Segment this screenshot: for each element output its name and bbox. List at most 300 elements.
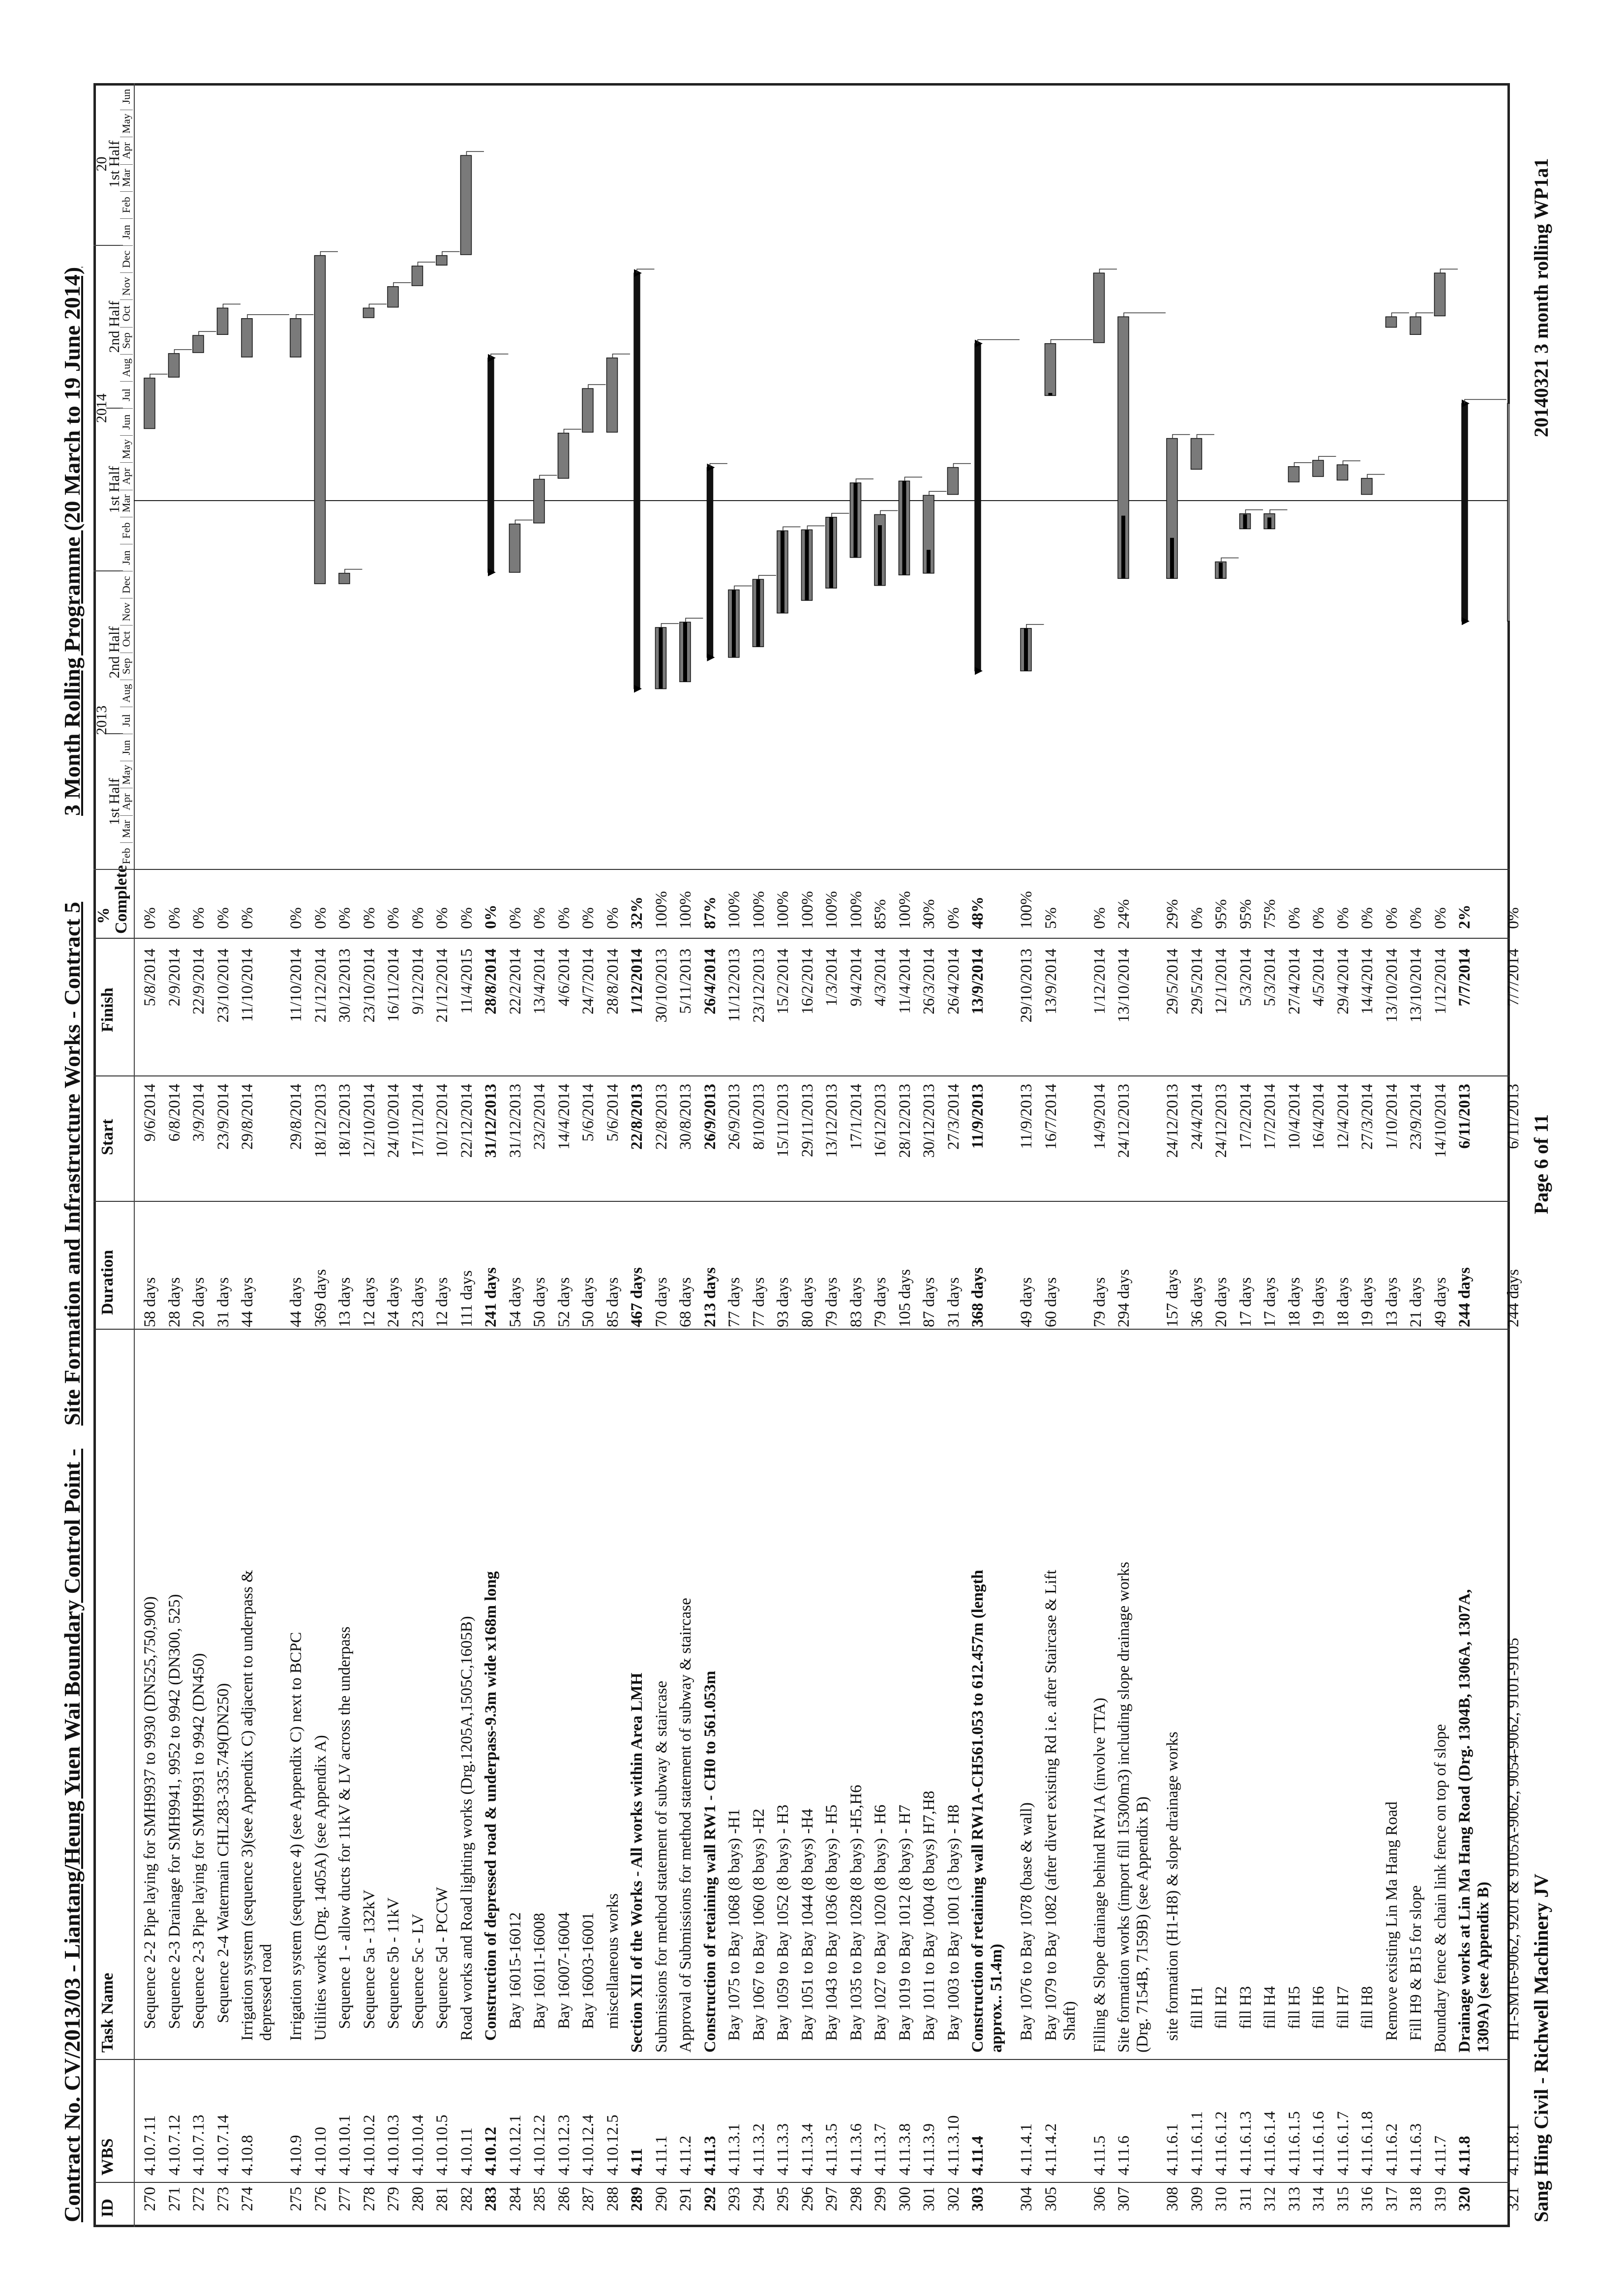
task-bar — [315, 256, 326, 584]
task-start: 16/4/2014 — [1310, 1084, 1327, 1150]
task-duration: 77 days — [725, 1277, 743, 1327]
task-wbs: 4.11.5 — [1090, 2135, 1109, 2176]
dependency-link — [296, 315, 314, 319]
task-wbs: 4.10.7.12 — [165, 2115, 183, 2176]
task-name-cont: depressed road — [257, 1943, 275, 2041]
dependency-link — [540, 476, 557, 479]
task-wbs: 4.11.3.2 — [750, 2123, 768, 2176]
dependency-link — [393, 283, 411, 287]
summary-bar — [707, 468, 713, 657]
task-pct-complete: 0% — [1383, 907, 1401, 929]
task-id: 287 — [579, 2187, 597, 2211]
task-finish: 11/10/2014 — [239, 949, 256, 1022]
task-start: 27/3/2014 — [944, 1084, 962, 1150]
task-id: 317 — [1383, 2187, 1401, 2211]
dependency-link — [1465, 399, 1506, 403]
task-finish: 11/10/2014 — [287, 949, 305, 1022]
task-pct-complete: 95% — [1236, 899, 1255, 929]
task-start: 31/12/2013 — [506, 1084, 524, 1158]
task-name: Section XII of the Works - All works within Area LMH — [628, 1672, 646, 2053]
task-bar — [1410, 317, 1421, 334]
task-start: 23/2/2014 — [531, 1084, 548, 1150]
task-start: 26/9/2013 — [701, 1084, 719, 1150]
task-finish: 4/6/2014 — [555, 949, 573, 1007]
task-wbs: 4.10.7.11 — [141, 2115, 159, 2176]
task-pct-complete: 0% — [311, 907, 330, 929]
timescale-month: May — [120, 761, 133, 788]
task-wbs: 4.11.4.1 — [1018, 2123, 1035, 2176]
task-id: 320 — [1456, 2187, 1474, 2211]
dependency-link — [1124, 313, 1166, 317]
task-bar — [1361, 478, 1372, 495]
task-start: 24/4/2014 — [1188, 1084, 1206, 1150]
timescale-month: Sep — [120, 328, 133, 355]
task-name: fill H8 — [1358, 1986, 1376, 2029]
task-wbs: 4.11.3.4 — [798, 2123, 816, 2176]
task-finish: 22/2/2014 — [506, 949, 524, 1014]
task-name: fill H3 — [1236, 1986, 1255, 2029]
task-bar — [558, 433, 569, 478]
task-start: 28/12/2013 — [896, 1084, 914, 1158]
task-name: Bay 1019 to Bay 1012 (8 bays) - H7 — [896, 1804, 914, 2041]
task-bar — [217, 308, 228, 334]
dependency-link — [321, 252, 338, 256]
task-wbs: 4.10.11 — [457, 2127, 476, 2176]
task-name: Fill H9 & B15 for slope — [1407, 1885, 1425, 2041]
task-finish: 9/12/2014 — [409, 949, 427, 1014]
task-wbs: 4.10.12.5 — [603, 2115, 622, 2176]
task-id: 295 — [774, 2187, 792, 2211]
task-name: Sequence 2-3 Pipe laying for SMH9931 to 9942 (DN450) — [190, 1653, 208, 2029]
task-duration: 244 days — [1456, 1267, 1474, 1327]
task-bar — [169, 354, 180, 377]
task-finish: 12/1/2014 — [1212, 949, 1230, 1014]
task-wbs: 4.10.7.13 — [190, 2115, 208, 2176]
dependency-link — [1221, 558, 1239, 562]
dependency-link — [1319, 456, 1336, 460]
task-id: 291 — [677, 2187, 694, 2211]
task-bar — [1337, 465, 1348, 480]
progress-bar — [1243, 514, 1247, 529]
task-id: 301 — [920, 2187, 938, 2211]
task-wbs: 4.11.3.6 — [847, 2123, 865, 2176]
timescale-month: Jan — [120, 544, 133, 571]
task-name: fill H7 — [1334, 1986, 1352, 2029]
task-finish: 30/12/2013 — [336, 949, 354, 1023]
task-finish: 14/4/2014 — [1358, 949, 1376, 1014]
task-duration: 18 days — [1285, 1277, 1303, 1327]
task-name: Bay 1079 to Bay 1082 (after divert existing Rd i.e. after Staircase & Lift — [1042, 1570, 1060, 2041]
timescale-month: Mar — [120, 165, 133, 192]
task-start: 29/8/2014 — [287, 1084, 305, 1150]
task-name: Approval of Submissions for method statement of subway & staircase — [677, 1598, 694, 2053]
dependency-link — [247, 315, 289, 319]
task-name: Bay 1067 to Bay 1060 (8 bays) -H2 — [750, 1808, 768, 2041]
task-id: 302 — [944, 2187, 962, 2211]
dependency-link — [1367, 475, 1385, 478]
timescale-year: 20 — [93, 83, 110, 246]
task-pct-complete: 2% — [1456, 904, 1474, 929]
dependency-link — [1173, 435, 1190, 439]
task-pct-complete: 100% — [725, 891, 743, 929]
task-id: 312 — [1261, 2187, 1279, 2211]
task-bar — [1507, 403, 1510, 621]
timescale-month: Apr — [120, 788, 133, 815]
task-name: Bay 1059 to Bay 1052 (8 bays) - H3 — [774, 1804, 792, 2041]
task-start: 14/9/2014 — [1090, 1084, 1109, 1150]
summary-bar — [975, 344, 981, 671]
task-finish: 13/4/2014 — [531, 949, 548, 1014]
task-wbs: 4.10.9 — [287, 2135, 305, 2176]
task-finish: 13/10/2014 — [1407, 949, 1425, 1023]
task-name: Bay 1035 to Bay 1028 (8 bays) -H5,H6 — [847, 1785, 865, 2041]
dependency-link — [856, 479, 874, 483]
task-name-cont: approx.. 51.4m) — [988, 1943, 1005, 2053]
task-finish: 1/3/2014 — [823, 949, 841, 1007]
task-name: Irrigation system (sequence 3)(see Appendix C) adjacent to underpass & — [239, 1570, 256, 2041]
task-name: Sequence 2-2 Pipe laying for SMH9937 to 9930 (DN525,750,900) — [141, 1596, 159, 2029]
dependency-link — [1416, 313, 1434, 317]
task-id: 274 — [239, 2187, 256, 2211]
timescale-month: Jul — [120, 382, 133, 409]
task-finish: 11/4/2015 — [457, 949, 476, 1014]
task-bar — [1289, 467, 1299, 482]
progress-bar — [1024, 628, 1028, 671]
task-duration: 85 days — [603, 1277, 622, 1327]
task-duration: 23 days — [409, 1277, 427, 1327]
timescale-half: 1st Half — [106, 83, 123, 246]
task-finish: 29/4/2014 — [1334, 949, 1352, 1014]
dependency-link — [1197, 435, 1215, 439]
task-start: 26/9/2013 — [725, 1084, 743, 1150]
task-pct-complete: 100% — [896, 891, 914, 929]
task-wbs: 4.10.12.2 — [531, 2115, 548, 2176]
task-id: 300 — [896, 2187, 914, 2211]
task-finish: 11/4/2014 — [896, 949, 914, 1014]
task-wbs: 4.11.4.2 — [1042, 2123, 1060, 2176]
task-name: fill H4 — [1261, 1986, 1279, 2029]
task-name: Construction of retaining wall RW1 - CH0 to 561.053m — [701, 1670, 719, 2053]
task-finish: 1/12/2014 — [628, 949, 646, 1014]
task-id: 290 — [652, 2187, 670, 2211]
task-start: 5/6/2014 — [603, 1084, 622, 1142]
dependency-link — [1392, 313, 1410, 317]
task-start: 23/9/2014 — [1407, 1084, 1425, 1150]
task-pct-complete: 0% — [1188, 907, 1206, 929]
task-name: Irrigation system (sequence 4) (see Appendix C) next to BCPC — [287, 1632, 305, 2041]
task-pct-complete: 0% — [603, 907, 622, 929]
task-id: 271 — [165, 2187, 183, 2211]
task-id: 319 — [1431, 2187, 1449, 2211]
timescale-half: 2nd Half — [106, 246, 123, 409]
task-start: 3/9/2014 — [190, 1084, 208, 1142]
timescale-year: 2013 — [93, 571, 110, 870]
task-wbs: 4.11.3.3 — [774, 2123, 792, 2176]
task-wbs: 4.11.3.9 — [920, 2123, 938, 2176]
task-pct-complete: 30% — [920, 899, 938, 929]
header-pct: % — [94, 907, 113, 924]
task-finish: 23/10/2014 — [360, 949, 378, 1023]
task-pct-complete: 0% — [555, 907, 573, 929]
task-name-cont: Shaft) — [1060, 2001, 1079, 2041]
task-start: 9/6/2014 — [141, 1084, 159, 1142]
task-start: 18/12/2013 — [336, 1084, 354, 1158]
task-start: 29/11/2013 — [798, 1084, 816, 1158]
task-pct-complete: 24% — [1115, 899, 1133, 929]
task-pct-complete: 0% — [579, 907, 597, 929]
task-pct-complete: 0% — [385, 907, 402, 929]
task-wbs: 4.11.8 — [1456, 2136, 1474, 2176]
task-wbs: 4.11.6.1.7 — [1334, 2111, 1352, 2176]
task-name: Sequence 2-3 Drainage for SMH9941, 9952 to 9942 (DN300, 525) — [165, 1594, 183, 2029]
progress-bar — [805, 530, 809, 600]
task-name: Filling & Slope drainage behind RW1A (involve TTA) — [1090, 1698, 1109, 2053]
task-bar — [607, 358, 618, 432]
task-name: H1-SM16-9062, 9201 & 9105A-9062, 9054-9062, 9101-9105 — [1504, 1638, 1522, 2041]
task-start: 17/1/2014 — [847, 1084, 865, 1150]
task-pct-complete: 87% — [701, 896, 719, 929]
task-wbs: 4.11.7 — [1431, 2135, 1449, 2176]
task-duration: 19 days — [1310, 1277, 1327, 1327]
task-name: Sequence 5a - 132kV — [360, 1889, 378, 2029]
task-pct-complete: 0% — [1504, 907, 1522, 929]
task-id: 286 — [555, 2187, 573, 2211]
task-wbs: 4.11.6.1.6 — [1310, 2111, 1327, 2176]
task-wbs: 4.11.6.3 — [1407, 2123, 1425, 2176]
task-pct-complete: 100% — [750, 891, 768, 929]
task-bar — [241, 319, 252, 357]
task-id: 273 — [214, 2187, 232, 2211]
task-wbs: 4.10.12.3 — [555, 2115, 573, 2176]
task-duration: 13 days — [336, 1277, 354, 1327]
task-finish: 26/4/2014 — [701, 949, 719, 1014]
task-finish: 29/5/2014 — [1164, 949, 1181, 1014]
summary-bar — [634, 273, 640, 688]
task-pct-complete: 100% — [774, 891, 792, 929]
task-pct-complete: 0% — [531, 907, 548, 929]
timescale-month: Feb — [120, 517, 133, 544]
task-id: 289 — [628, 2187, 646, 2211]
task-bar — [144, 378, 155, 429]
task-name: Sequence 5c - LV — [409, 1913, 427, 2029]
task-start: 10/4/2014 — [1285, 1084, 1303, 1150]
task-pct-complete: 0% — [457, 907, 476, 929]
task-finish: 1/12/2014 — [1431, 949, 1449, 1014]
dependency-link — [199, 331, 216, 335]
task-id: 283 — [482, 2187, 500, 2211]
task-duration: 44 days — [287, 1277, 305, 1327]
task-start: 11/9/2013 — [969, 1084, 987, 1149]
task-bar — [363, 308, 374, 318]
task-duration: 17 days — [1261, 1277, 1279, 1327]
task-id: 292 — [701, 2187, 719, 2211]
task-finish: 2/9/2014 — [165, 949, 183, 1007]
timescale-half: 1st Half — [106, 409, 123, 571]
task-name: Bay 1043 to Bay 1036 (8 bays) - H5 — [823, 1804, 841, 2041]
task-duration: 17 days — [1236, 1277, 1255, 1327]
task-pct-complete: 0% — [1090, 907, 1109, 929]
dependency-link — [442, 252, 460, 256]
task-wbs: 4.10.8 — [239, 2135, 256, 2176]
task-start: 24/10/2014 — [385, 1084, 402, 1158]
timescale-month: Dec — [120, 246, 133, 273]
dependency-link — [1026, 625, 1044, 628]
task-duration: 241 days — [482, 1267, 500, 1327]
task-id: 281 — [433, 2187, 451, 2211]
task-pct-complete: 0% — [1334, 907, 1352, 929]
task-pct-complete: 0% — [1285, 907, 1303, 929]
task-id: 318 — [1407, 2187, 1425, 2211]
progress-bar — [927, 550, 931, 573]
task-start: 30/8/2013 — [677, 1084, 694, 1150]
dependency-link — [929, 491, 947, 495]
task-duration: 50 days — [531, 1277, 548, 1327]
task-wbs: 4.11.6.2 — [1383, 2123, 1401, 2176]
task-duration: 157 days — [1164, 1269, 1181, 1327]
task-pct-complete: 0% — [1310, 907, 1327, 929]
task-bar — [582, 388, 593, 432]
task-duration: 24 days — [385, 1277, 402, 1327]
task-finish: 13/9/2014 — [969, 949, 987, 1014]
task-duration: 58 days — [141, 1277, 159, 1327]
footer-page: Page 6 of 11 — [1530, 1114, 1552, 1214]
task-name: fill H1 — [1188, 1986, 1206, 2029]
task-bar — [510, 524, 520, 572]
task-duration: 12 days — [360, 1277, 378, 1327]
task-duration: 105 days — [896, 1269, 914, 1327]
task-id: 288 — [603, 2187, 622, 2211]
task-duration: 244 days — [1504, 1269, 1522, 1327]
task-pct-complete: 0% — [336, 907, 354, 929]
dependency-link — [734, 586, 752, 590]
timescale-month: May — [120, 436, 133, 463]
task-id: 296 — [798, 2187, 816, 2211]
task-name: Sequence 5d - PCCW — [433, 1887, 451, 2029]
header-start: Start — [98, 1119, 117, 1155]
task-pct-complete: 0% — [1358, 907, 1376, 929]
task-name: miscellaneous works — [603, 1893, 622, 2029]
header-duration: Duration — [98, 1250, 117, 1315]
task-start: 14/10/2014 — [1431, 1084, 1449, 1158]
task-duration: 80 days — [798, 1277, 816, 1327]
task-finish: 1/12/2014 — [1090, 949, 1109, 1014]
task-start: 27/3/2014 — [1358, 1084, 1376, 1150]
dependency-link — [150, 374, 168, 378]
timescale-month: Feb — [120, 843, 133, 870]
task-duration: 12 days — [433, 1277, 451, 1327]
task-start: 24/12/2013 — [1115, 1084, 1133, 1158]
task-duration: 20 days — [1212, 1277, 1230, 1327]
summary-bar — [488, 358, 494, 572]
task-wbs: 4.10.12.1 — [506, 2115, 524, 2176]
task-start: 6/11/2013 — [1456, 1084, 1474, 1149]
task-pct-complete: 0% — [287, 907, 305, 929]
task-duration: 79 days — [872, 1277, 889, 1327]
task-pct-complete: 0% — [214, 907, 232, 929]
task-bar — [412, 266, 423, 286]
task-finish: 28/8/2014 — [603, 949, 622, 1014]
dependency-link — [978, 340, 1020, 344]
task-wbs: 4.11.3.8 — [896, 2123, 914, 2176]
task-name: Bay 16015-16012 — [506, 1912, 524, 2029]
header-id: ID — [98, 2199, 117, 2217]
task-start: 22/12/2014 — [457, 1084, 476, 1158]
task-finish: 7/7/2014 — [1504, 949, 1522, 1007]
task-id: 299 — [872, 2187, 889, 2211]
task-start: 16/12/2013 — [872, 1084, 889, 1158]
task-finish: 5/8/2014 — [141, 949, 159, 1007]
dependency-link — [905, 477, 923, 481]
dependency-link — [588, 385, 606, 388]
task-duration: 19 days — [1358, 1277, 1376, 1327]
task-wbs: 4.11.3.5 — [823, 2123, 841, 2176]
progress-bar — [878, 525, 882, 586]
task-wbs: 4.11.3.1 — [725, 2123, 743, 2176]
task-id: 275 — [287, 2187, 305, 2211]
task-start: 14/4/2014 — [555, 1084, 573, 1150]
task-finish: 13/10/2014 — [1115, 949, 1133, 1023]
task-duration: 79 days — [823, 1277, 841, 1327]
task-finish: 7/7/2014 — [1456, 949, 1474, 1007]
timescale-month: Jun — [120, 409, 133, 436]
task-duration: 87 days — [920, 1277, 938, 1327]
programme-title: 3 Month Rolling Programme (20 March to 19 June 2014) — [60, 267, 85, 816]
task-start: 23/9/2014 — [214, 1084, 232, 1150]
task-bar — [436, 256, 447, 266]
task-duration: 31 days — [944, 1277, 962, 1327]
task-start: 29/8/2014 — [239, 1084, 256, 1150]
task-name: Sequence 5b - 11kV — [385, 1897, 402, 2029]
progress-bar — [1219, 563, 1223, 578]
dependency-link — [1343, 461, 1361, 465]
task-name: Bay 1027 to Bay 1020 (8 bays) - H6 — [872, 1804, 889, 2041]
timescale-half: 2nd Half — [106, 571, 123, 734]
timescale-month: Sep — [120, 653, 133, 680]
task-pct-complete: 32% — [628, 896, 646, 929]
task-finish: 26/3/2014 — [920, 949, 938, 1014]
task-finish: 29/10/2013 — [1018, 949, 1035, 1023]
task-id: 310 — [1212, 2187, 1230, 2211]
task-start: 18/12/2013 — [311, 1084, 330, 1158]
task-duration: 294 days — [1115, 1269, 1133, 1327]
progress-bar — [1049, 393, 1053, 395]
task-bar — [1045, 344, 1056, 396]
task-name: Submissions for method statement of subway & staircase — [652, 1680, 670, 2053]
task-id: 305 — [1042, 2187, 1060, 2211]
works-title: Site Formation and Infrastructure Works - Contract 5 — [60, 901, 85, 1426]
task-id: 294 — [750, 2187, 768, 2211]
task-duration: 111 days — [457, 1270, 476, 1327]
task-finish: 5/3/2014 — [1261, 949, 1279, 1007]
dependency-link — [1441, 269, 1458, 273]
task-wbs: 4.10.7.14 — [214, 2115, 232, 2176]
dependency-link — [880, 510, 898, 514]
timescale-month: Jul — [120, 707, 133, 734]
task-name-cont: 1309A) (see Appendix B) — [1474, 1881, 1492, 2053]
task-duration: 52 days — [555, 1277, 573, 1327]
task-name: Remove existing Lin Ma Hang Road — [1383, 1801, 1401, 2041]
task-start: 15/11/2013 — [774, 1084, 792, 1158]
task-bar — [290, 319, 301, 357]
task-duration: 50 days — [579, 1277, 597, 1327]
task-pct-complete: 0% — [165, 907, 183, 929]
task-start: 11/9/2013 — [1018, 1084, 1035, 1149]
dependency-link — [1246, 510, 1263, 514]
task-id: 304 — [1018, 2187, 1035, 2211]
task-name: fill H6 — [1310, 1986, 1327, 2029]
progress-bar — [902, 481, 906, 575]
task-wbs: 4.11.6.1.2 — [1212, 2111, 1230, 2176]
